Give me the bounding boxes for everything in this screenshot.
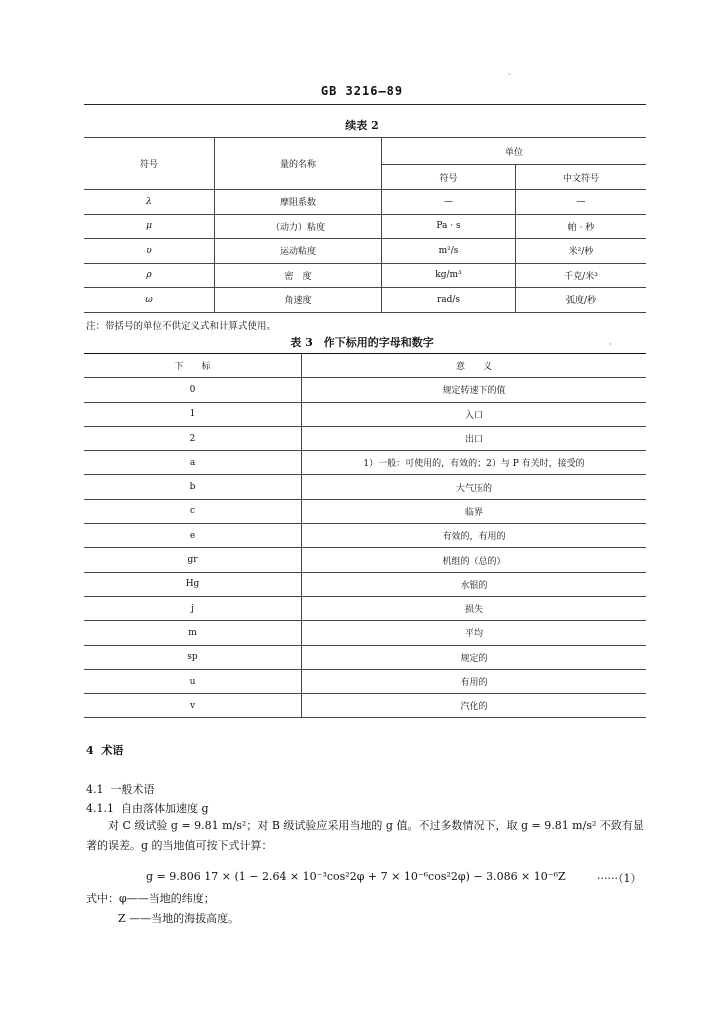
- table3-cell-subscript: Hg: [84, 572, 302, 596]
- scan-mark-mid: ·: [609, 340, 612, 349]
- table-row: [84, 596, 646, 620]
- section-4-1-heading: [86, 781, 155, 797]
- table2-cell-unit-chinese: —: [516, 190, 647, 215]
- table2-header-symbol: 符号: [84, 138, 215, 190]
- table2-cell-unit-symbol: kg/m³: [382, 263, 516, 288]
- table-row: [84, 669, 646, 693]
- table3-cell-meaning: 出口: [302, 426, 647, 450]
- table2-cell-unit-chinese: 帕 · 秒: [516, 214, 647, 239]
- table3-cell-subscript: 2: [84, 426, 302, 450]
- table2-cell-name: 摩阻系数: [215, 190, 382, 215]
- standard-code-header: GB 3216—89: [320, 84, 404, 98]
- table2-cell-name: （动力）粘度: [215, 214, 382, 239]
- table3-header-row: [84, 354, 646, 378]
- where-line-latitude: 式中：φ——当地的纬度；: [86, 892, 215, 905]
- table3-cell-meaning: 有效的，有用的: [302, 524, 647, 548]
- section-4-heading: [86, 742, 123, 758]
- table-row: [84, 288, 646, 313]
- table2-caption: 续表 2: [345, 119, 379, 132]
- table3-cell-meaning: 大气压的: [302, 475, 647, 499]
- table3: [84, 353, 646, 718]
- section-4-1-title: 一般术语: [110, 783, 155, 796]
- table-row: [84, 524, 646, 548]
- table3-cell-subscript: a: [84, 451, 302, 475]
- table2-header-unit-symbol: 符号: [382, 165, 516, 190]
- table2-cell-symbol: λ: [84, 190, 215, 215]
- table2-cell-name: 运动粘度: [215, 239, 382, 264]
- table2-cell-symbol: ρ: [84, 263, 215, 288]
- table3-cell-meaning: 水银的: [302, 572, 647, 596]
- table-row: [84, 190, 646, 215]
- table2-cell-unit-symbol: Pa · s: [382, 214, 516, 239]
- table-row: [84, 475, 646, 499]
- table3-cell-subscript: 1: [84, 402, 302, 426]
- table2-cell-unit-symbol: —: [382, 190, 516, 215]
- table3-cell-meaning: 规定的: [302, 645, 647, 669]
- table3-cell-subscript: sp: [84, 645, 302, 669]
- table3-cell-meaning: 损失: [302, 596, 647, 620]
- scan-mark-top: ·: [508, 70, 511, 79]
- table-row: [84, 263, 646, 288]
- table3-cell-subscript: v: [84, 694, 302, 718]
- table3-cell-subscript: 0: [84, 378, 302, 402]
- table2-cell-unit-symbol: rad/s: [382, 288, 516, 313]
- table-row: [84, 451, 646, 475]
- table3-caption: 表 3 作下标用的字母和数字: [290, 336, 434, 349]
- table3-cell-subscript: b: [84, 475, 302, 499]
- section-4-1-1-number: 4.1.1: [86, 802, 114, 815]
- table-row: [84, 378, 646, 402]
- table3-cell-subscript: c: [84, 499, 302, 523]
- table3-cell-subscript: m: [84, 621, 302, 645]
- table3-cell-meaning: 1）一般：可使用的，有效的；2）与 P 有关时，接受的: [302, 451, 647, 475]
- table2: [84, 137, 646, 313]
- table2-cell-unit-chinese: 弧度/秒: [516, 288, 647, 313]
- table3-cell-meaning: 有用的: [302, 669, 647, 693]
- table-row: [84, 694, 646, 718]
- table2-cell-name: 角速度: [215, 288, 382, 313]
- table-row: [84, 426, 646, 450]
- table2-header-quantity: 量的名称: [215, 138, 382, 190]
- table2-cell-unit-symbol: m²/s: [382, 239, 516, 264]
- table3-cell-subscript: gr: [84, 548, 302, 572]
- table3-cell-subscript: j: [84, 596, 302, 620]
- table-row: [84, 499, 646, 523]
- gravity-formula: g = 9.806 17 × (1 − 2.64 × 10⁻³cos²2φ + 7 × 10⁻⁶cos²2φ) − 3.086 × 10⁻⁶Z: [146, 870, 566, 883]
- table3-cell-meaning: 汽化的: [302, 694, 647, 718]
- table3-cell-meaning: 临界: [302, 499, 647, 523]
- table2-cell-name: 密 度: [215, 263, 382, 288]
- where-line-altitude: Z ——当地的海拔高度。: [118, 912, 240, 925]
- section-4-number: 4: [86, 744, 94, 757]
- section-4-1-number: 4.1: [86, 783, 104, 796]
- table2-cell-symbol: μ: [84, 214, 215, 239]
- table-row: [84, 239, 646, 264]
- header-rule: [84, 104, 646, 105]
- table3-cell-meaning: 机组的（总的）: [302, 548, 647, 572]
- table2-note: 注：带括号的单位不供定义式和计算式使用。: [86, 321, 277, 332]
- table2-cell-unit-chinese: 米²/秒: [516, 239, 647, 264]
- table-row: [84, 572, 646, 596]
- table2-cell-symbol: υ: [84, 239, 215, 264]
- table3-cell-meaning: 平均: [302, 621, 647, 645]
- table2-header-unit: 单位: [382, 138, 647, 165]
- section-4-1-1-heading: [86, 800, 209, 816]
- section-4-1-1-title: 自由落体加速度 g: [121, 802, 209, 815]
- table3-header-meaning: 意 义: [302, 354, 647, 378]
- table3-cell-subscript: u: [84, 669, 302, 693]
- table2-cell-symbol: ω: [84, 288, 215, 313]
- table-row: [84, 621, 646, 645]
- table2-header-unit-chinese: 中文符号: [516, 165, 647, 190]
- table3-cell-meaning: 规定转速下的值: [302, 378, 647, 402]
- table-row: [84, 548, 646, 572]
- table3-header-subscript: 下 标: [84, 354, 302, 378]
- section-4-1-1-paragraph: 对 C 级试验 g = 9.81 m/s²；对 B 级试验应采用当地的 g 值。不过多数情况下，取 g = 9.81 m/s² 不致有显著的误差。g 的当地值可按下式计算：: [86, 819, 644, 852]
- formula-number: ······（1）: [597, 872, 642, 885]
- table-row: [84, 214, 646, 239]
- table-row: [84, 402, 646, 426]
- table3-cell-meaning: 入口: [302, 402, 647, 426]
- table2-cell-unit-chinese: 千克/米³: [516, 263, 647, 288]
- section-4-title: 术语: [101, 744, 124, 757]
- table3-cell-subscript: e: [84, 524, 302, 548]
- table-row: [84, 645, 646, 669]
